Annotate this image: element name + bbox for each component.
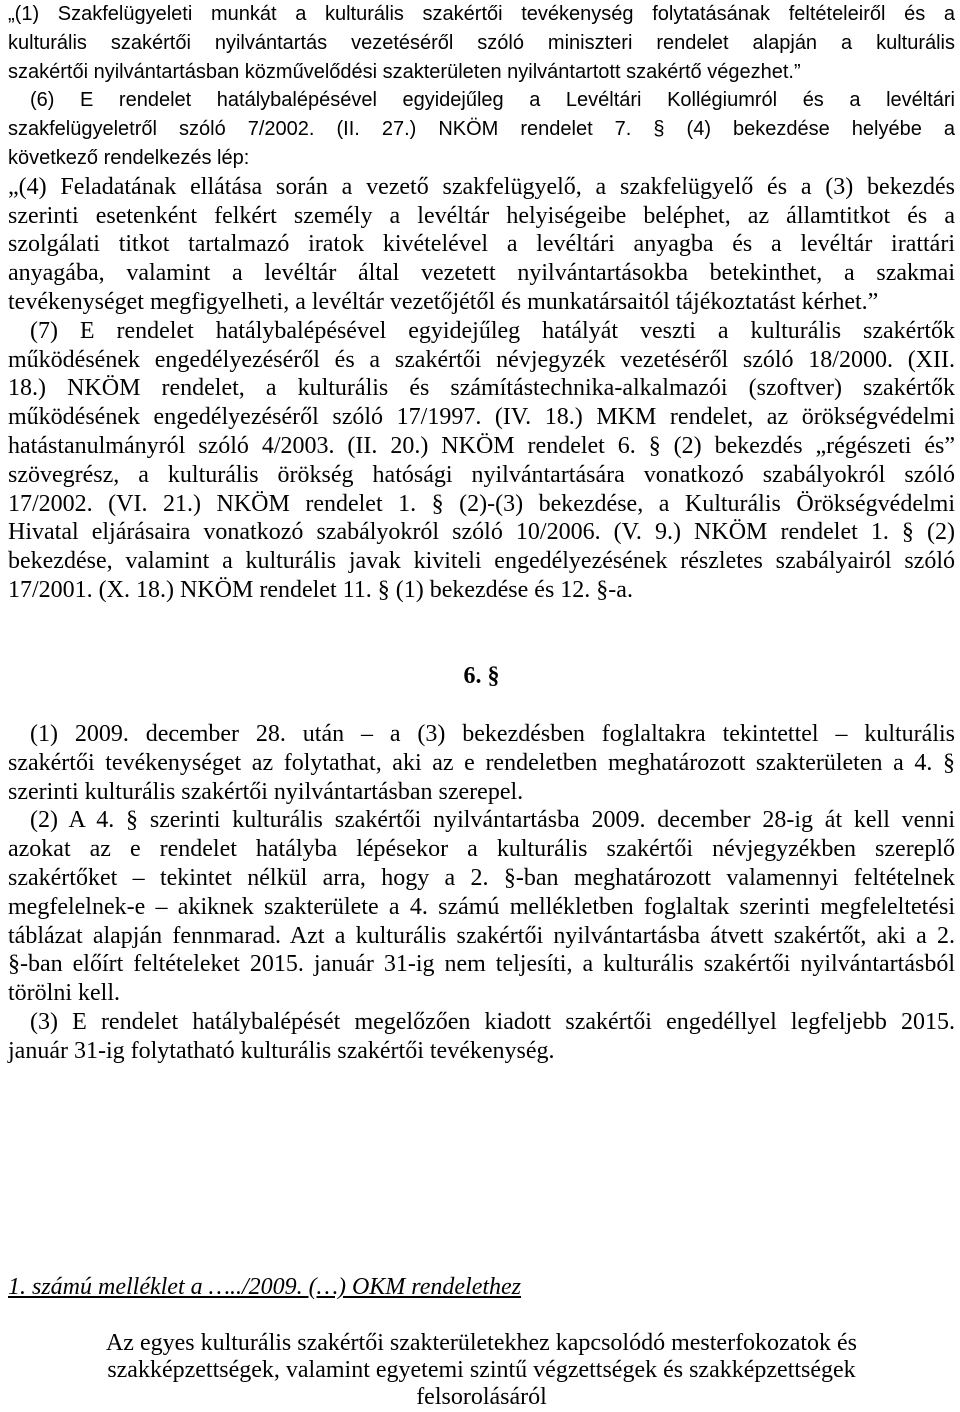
section-6-paragraph-3	[8, 1008, 955, 1066]
text-line: szakértői nyilvántartásban közművelődési szakterületen nyilvántartott szakértő végezhet.”	[8, 60, 801, 83]
text-line: (1) 2009. december 28. után – a (3) bekezdésben foglaltakra tekintettel – kulturális	[30, 720, 955, 747]
text-line: 17/2001. (X. 18.) NKÖM rendelet 11. § (1) bekezdése és 12. §-a.	[8, 576, 633, 603]
text-line: Hivatal eljárásaira vonatkozó szabályokról szóló 10/2006. (V. 9.) NKÖM rendelet 1. § (2)	[8, 519, 955, 546]
text-line: szakértőket – tekintet nélkül arra, hogy a 2. §-ban meghatározott valamennyi feltételnek	[8, 864, 955, 891]
text-line: azokat az e rendelet hatályba lépésekor a kulturális szakértői névjegyzékben szereplő	[8, 836, 955, 863]
document-body	[8, 0, 955, 1065]
text-line: szerinti esetenként felkért személy a levéltár helyiségeibe beléphet, az államtitkot és a	[8, 202, 955, 229]
paragraph-1	[8, 0, 955, 86]
text-line: működésének engedélyezéséről szóló 17/1997. (IV. 18.) MKM rendelet, az örökségvédelmi	[8, 404, 955, 431]
text-line: hatástanulmányról szóló 4/2003. (II. 20.) NKÖM rendelet 6. § (2) bekezdés „régészeti és”	[8, 432, 955, 459]
text-line: szakfelügyeletről szóló 7/2002. (II. 27.) NKÖM rendelet 7. § (4) bekezdése helyébe a	[8, 118, 955, 141]
annex-title-line: felsorolásáról	[416, 1384, 547, 1410]
text-line: január 31-ig folytatható kulturális szakértői tevékenység.	[8, 1037, 555, 1064]
section-6-paragraph-1	[8, 720, 955, 806]
annex-title	[8, 1330, 955, 1411]
text-line: anyagába, valamint a levéltár által vezetett nyilvántartásokba betekinthet, a szakmai	[8, 260, 955, 287]
text-line: kulturális szakértői nyilvántartás vezetéséről szóló miniszteri rendelet alapján a kulturális	[8, 31, 955, 54]
text-line: megfelelnek-e – akiknek szakterülete a 4. számú mellékletben foglaltak szerinti megfeleltetési	[8, 893, 955, 920]
text-line: (2) A 4. § szerinti kulturális szakértői nyilvántartásba 2009. december 28-ig át kell venni	[30, 807, 955, 834]
text-line: táblázat alapján fennmarad. Azt a kulturális szakértői nyilvántartásba átvett szakértőt, aki a 2.	[8, 922, 955, 949]
text-line: (6) E rendelet hatálybalépésével egyidejűleg a Levéltári Kollégiumról és a levéltári	[30, 89, 955, 112]
text-line: (3) E rendelet hatálybalépését megelőzően kiadott szakértői engedéllyel legfeljebb 2015.	[30, 1008, 955, 1035]
annex-reference: 1. számú melléklet a …../2009. (…) OKM rendelethez	[8, 1274, 522, 1300]
text-line: szerinti kulturális szakértői nyilvántartásban szerepel.	[8, 778, 524, 805]
text-line: következő rendelkezés lép:	[8, 146, 250, 169]
paragraph-7	[8, 317, 955, 605]
text-line: (7) E rendelet hatálybalépésével egyidejűleg hatályát veszti a kulturális szakértők	[30, 317, 955, 344]
text-line: működésének engedélyezéséről és a szakértői névjegyzék vezetéséről szóló 18/2000. (XII.	[8, 346, 955, 373]
annex-title-line: Az egyes kulturális szakértői szakterületekhez kapcsolódó mesterfokozatok és	[105, 1330, 858, 1356]
text-line: szakértői tevékenységet az folytathat, aki az e rendeletben meghatározott szakterületen a 4. §	[8, 749, 955, 776]
section-heading: 6. §	[463, 663, 500, 690]
text-line: §-ban előírt feltételeket 2015. január 31-ig nem teljesíti, a kulturális szakértői nyilvántartásból	[8, 951, 955, 978]
section-6-paragraph-2	[8, 806, 955, 1008]
quoted-paragraph-4	[8, 173, 955, 317]
text-line: „(1) Szakfelügyeleti munkát a kulturális szakértői tevékenység folytatásának feltételeiről és a	[8, 3, 955, 25]
text-line: „(4) Feladatának ellátása során a vezető szakfelügyelő, a szakfelügyelő és a (3) bekezdés	[8, 173, 955, 200]
text-line: bekezdése, valamint a kulturális javak kiviteli engedélyezésének részletes szabályairól szóló	[8, 548, 955, 575]
text-line: törölni kell.	[8, 980, 120, 1007]
annex-title-line: szakképzettségek, valamint egyetemi szintű végzettségek és szakképzettségek	[107, 1357, 856, 1383]
text-line: szolgálati titkot tartalmazó iratok kivételével a levéltári anyagba és a levéltár irattári	[8, 231, 955, 258]
text-line: tevékenységet megfigyelheti, a levéltár vezetőjétől és munkatársaitól tájékoztatást kérhet.”	[8, 288, 879, 315]
paragraph-6	[8, 86, 955, 172]
text-line: szövegrész, a kulturális örökség hatósági nyilvántartására vonatkozó szabályokról szóló	[8, 461, 955, 488]
text-line: 17/2002. (VI. 21.) NKÖM rendelet 1. § (2)-(3) bekezdése, a Kulturális Örökségvédelmi	[8, 490, 955, 517]
text-line: 18.) NKÖM rendelet, a kulturális és számítástechnika-alkalmazói (szoftver) szakértők	[8, 375, 955, 402]
